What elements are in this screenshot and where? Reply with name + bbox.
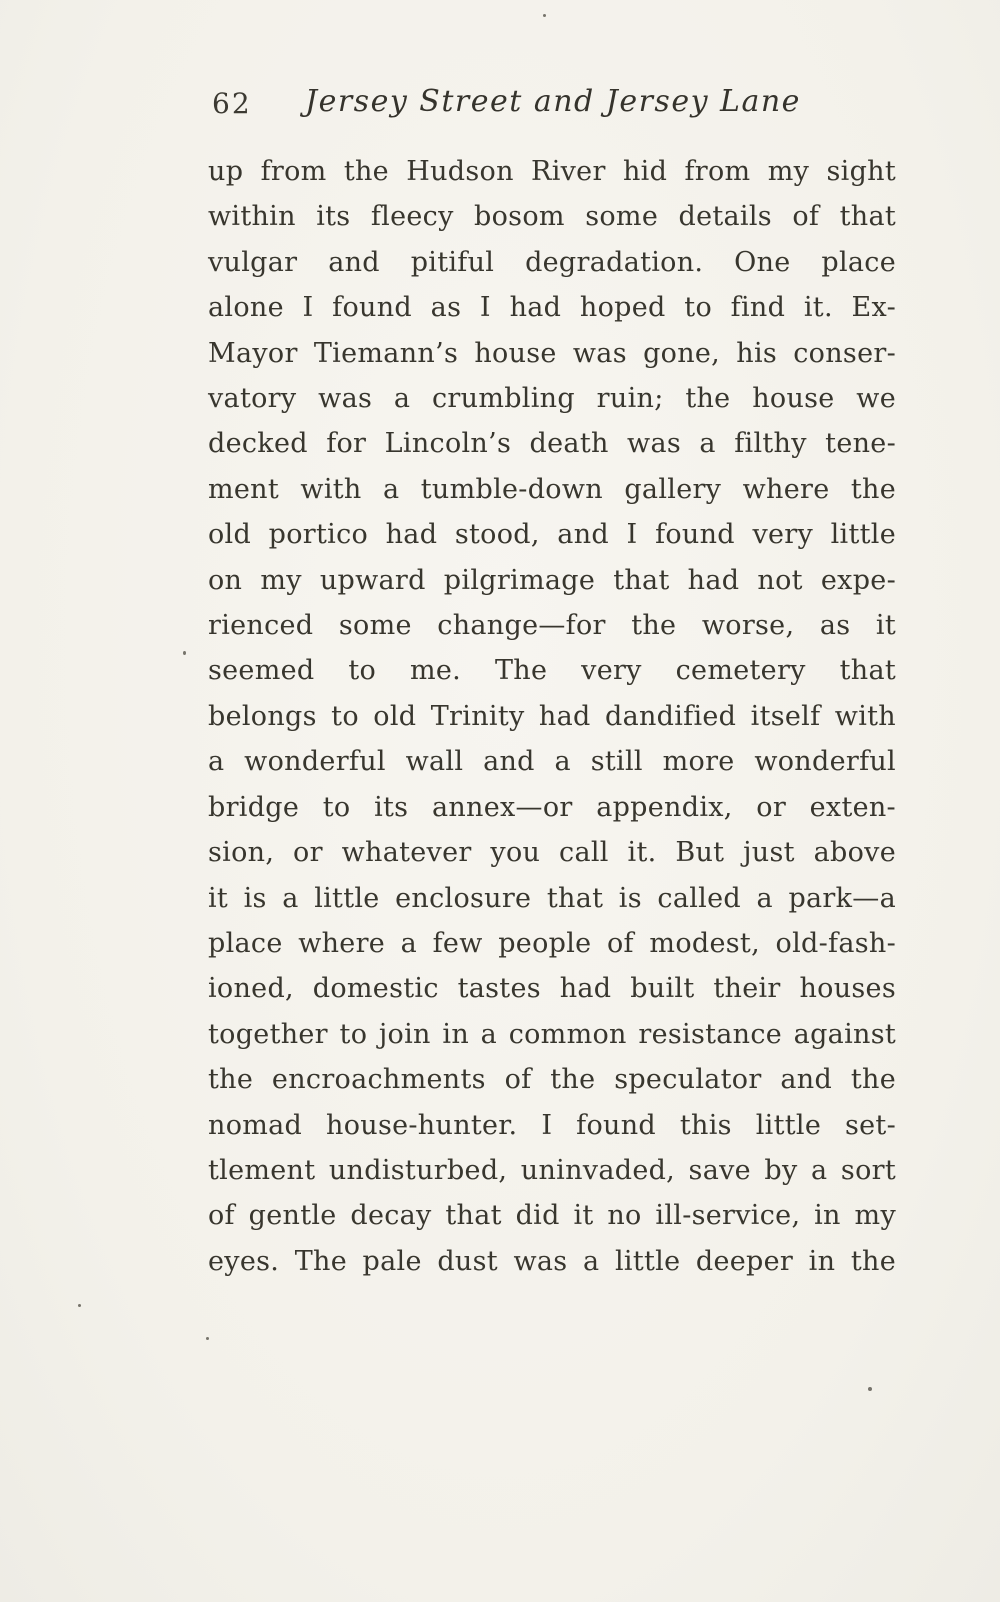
body-line: eyes. The pale dust was a little deeper in the — [208, 1245, 896, 1277]
body-line: tlement undisturbed, uninvaded, save by a sort — [208, 1154, 896, 1186]
body-line: the encroachments of the speculator and the — [208, 1064, 896, 1096]
body-line: place where a few people of modest, old-fash- — [208, 927, 896, 959]
body-line: Mayor Tiemann’s house was gone, his conser- — [208, 337, 896, 369]
running-header — [208, 84, 898, 126]
body-line: ioned, domestic tastes had built their houses — [208, 973, 896, 1005]
body-line: nomad house-hunter. I found this little set- — [208, 1109, 896, 1141]
scan-artifact-dot — [206, 1337, 209, 1340]
body-line: of gentle decay that did it no ill-service, in my — [208, 1200, 896, 1232]
running-header-title: Jersey Street and Jersey Lane — [305, 84, 801, 119]
scan-artifact-dot — [183, 651, 186, 655]
body-line: rienced some change—for the worse, as it — [208, 610, 896, 642]
body-line: it is a little enclosure that is called a park—a — [208, 882, 896, 914]
body-line: alone I found as I had hoped to find it. Ex- — [208, 292, 896, 324]
body-line: belongs to old Trinity had dandified itself with — [208, 700, 896, 732]
body-line: ment with a tumble-down gallery where the — [208, 473, 896, 505]
body-line: decked for Lincoln’s death was a filthy tene- — [208, 428, 896, 460]
body-line: old portico had stood, and I found very little — [208, 519, 896, 551]
body-line: on my upward pilgrimage that had not expe- — [208, 564, 896, 596]
body-line: together to join in a common resistance against — [208, 1018, 896, 1050]
body-line: bridge to its annex—or appendix, or exten- — [208, 791, 896, 823]
body-line: within its fleecy bosom some details of that — [208, 201, 896, 233]
body-line: a wonderful wall and a still more wonderful — [208, 746, 896, 778]
body-line: vatory was a crumbling ruin; the house we — [208, 383, 896, 415]
body-line: up from the Hudson River hid from my sight — [208, 156, 896, 187]
body-line: vulgar and pitiful degradation. One place — [208, 246, 896, 278]
body-text-block — [208, 149, 896, 1284]
scan-artifact-dot — [543, 14, 546, 17]
scan-artifact-dot — [78, 1304, 81, 1307]
body-line: seemed to me. The very cemetery that — [208, 655, 896, 687]
page-number: 62 — [212, 87, 252, 120]
body-line: sion, or whatever you call it. But just above — [208, 837, 896, 869]
scan-artifact-dot — [868, 1387, 872, 1391]
